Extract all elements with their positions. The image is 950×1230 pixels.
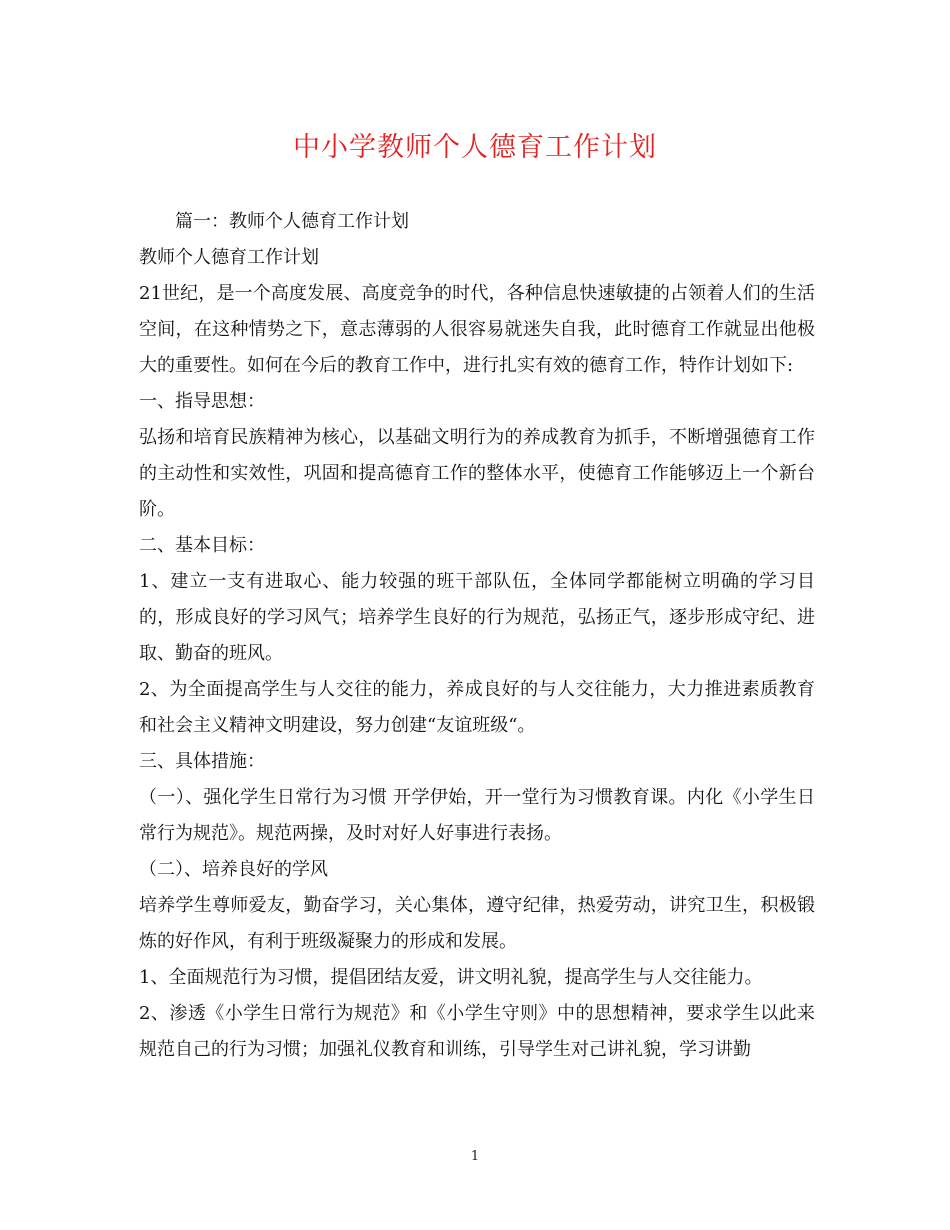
body-paragraph: 培养学生尊师爱友，勤奋学习，关心集体，遵守纪律，热爱劳动，讲究卫生，积极锻炼的好作风，有利于班级凝聚力的形成和发展。 [139, 895, 815, 952]
subheading: 教师个人德育工作计划 [139, 247, 319, 268]
body-paragraph: 2、为全面提高学生与人交往的能力，养成良好的与人交往能力，大力推进素质教育和社会主义精神文明建设，努力创建“友谊班级“。 [139, 679, 815, 736]
subheading: （二）、培养良好的学风 [139, 859, 328, 880]
document-body [139, 204, 815, 1068]
body-paragraph: 1、全面规范行为习惯，提倡团结友爱，讲文明礼貌，提高学生与人交往能力。 [139, 967, 763, 988]
document-title: 中小学教师个人德育工作计划 [293, 132, 657, 163]
body-paragraph: 21世纪，是一个高度发展、高度竞争的时代，各种信息快速敏捷的占领着人们的生活空间，在这种情势之下，意志薄弱的人很容易就迷失自我，此时德育工作就显出他极大的重要性。如何在今后的教育工作中，进行扎实有效的德育工作，特作计划如下: [139, 283, 815, 376]
body-paragraph: 1、建立一支有进取心、能力较强的班干部队伍，全体同学都能树立明确的学习目的，形成良好的学习风气；培养学生良好的行为规范，弘扬正气，逐步形成守纪、进取、勤奋的班风。 [139, 571, 815, 664]
body-paragraph: 2、渗透《小学生日常行为规范》和《小学生守则》中的思想精神，要求学生以此来规范自己的行为习惯；加强礼仪教育和训练，引导学生对己讲礼貌，学习讲勤 [139, 1003, 815, 1060]
page-number: 1 [470, 1149, 480, 1164]
section-heading: 篇一：教师个人德育工作计划 [175, 211, 409, 232]
section-heading: 一、指导思想： [139, 391, 265, 412]
section-heading: 三、具体措施： [139, 751, 265, 772]
body-paragraph: （一）、强化学生日常行为习惯 开学伊始，开一堂行为习惯教育课。内化《小学生日常行为规范》。规范两操，及时对好人好事进行表扬。 [139, 787, 815, 844]
body-paragraph: 弘扬和培育民族精神为核心，以基础文明行为的养成教育为抓手，不断增强德育工作的主动性和实效性，巩固和提高德育工作的整体水平，使德育工作能够迈上一个新台阶。 [139, 427, 815, 520]
section-heading: 二、基本目标： [139, 535, 265, 556]
